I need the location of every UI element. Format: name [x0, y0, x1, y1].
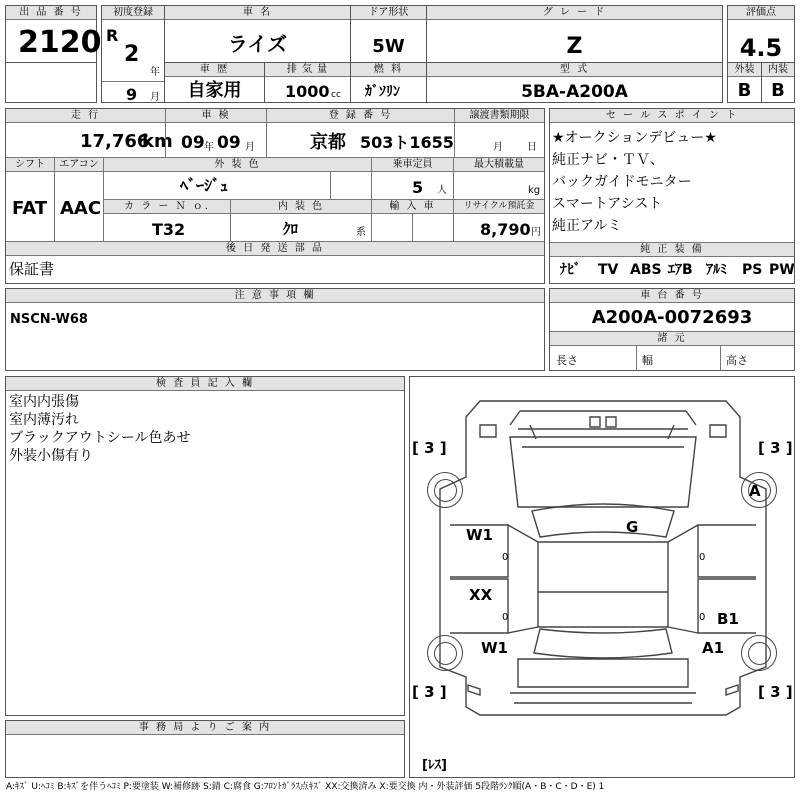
fuel: ｶﾞｿﾘﾝ [365, 84, 400, 100]
sales-point-5: 純正アルミ [552, 218, 622, 234]
overall-score: 4.5 [739, 34, 783, 62]
mark-a: A [749, 482, 761, 500]
damage-diagram [409, 376, 795, 778]
int-color-unit: 系 [356, 227, 366, 238]
tire-front-left: [ 3 ] [412, 439, 447, 457]
shift: FAT [12, 198, 48, 219]
mark-w1-lower: W1 [481, 639, 508, 657]
capacity-header: 乗車定員 [372, 158, 453, 172]
tire-front-right: [ 3 ] [758, 439, 793, 457]
inspection-year: 09 [181, 133, 205, 153]
lot-number-header: 出 品 番 号 [6, 6, 96, 20]
capacity-unit: 人 [437, 185, 447, 196]
equip-pw: PW [769, 262, 795, 278]
recycle-header: リサイクル預託金 [454, 200, 544, 214]
inspection-month: 09 [217, 133, 241, 153]
model-code-box [426, 62, 723, 103]
score-box [727, 5, 795, 63]
max-load-unit: kg [528, 185, 541, 196]
recycle-unit: 円 [531, 227, 541, 238]
equip-alloy: ｱﾙﾐ [706, 262, 727, 278]
lot-blank-box [5, 62, 97, 103]
zero-mark-4: 0 [699, 612, 706, 623]
ext-color-header: 外 装 色 [104, 158, 371, 172]
lot-number-box [5, 5, 102, 63]
aircon-header: エアコン [55, 158, 103, 172]
chassis-box [549, 288, 795, 371]
color-no-header: カ ラ ー Ｎ ｏ. [104, 200, 230, 214]
chassis-number: A200A-0072693 [591, 307, 753, 328]
lot-number: 2120 [18, 25, 102, 60]
mileage-value: 17,766 [80, 131, 150, 152]
recycle-fee: 8,790 [480, 220, 531, 239]
inspection-year-unit: 年 [204, 142, 214, 153]
capacity: 5 [412, 178, 424, 197]
grade-box [426, 5, 723, 63]
displacement-header: 排 気 量 [265, 63, 350, 77]
reg-number-header: 登 録 番 号 [267, 109, 454, 123]
grade: Z [566, 34, 583, 59]
mark-b1: B1 [717, 610, 739, 628]
transfer-month-unit: 月 [493, 142, 503, 153]
office-header: 事 務 局 よ り ご 案 内 [6, 721, 404, 735]
mileage-header: 走 行 [6, 109, 165, 123]
color-no: T32 [152, 220, 186, 239]
fuel-header: 燃 料 [351, 63, 426, 77]
office-box [5, 720, 405, 778]
exterior-header: 外装 [728, 63, 761, 77]
displacement-unit: cc [331, 90, 341, 100]
import-header: 輸 入 車 [372, 200, 453, 214]
inspector-header: 検 査 員 記 入 欄 [6, 377, 404, 391]
mark-a1: A1 [702, 639, 725, 657]
score-header: 評価点 [728, 6, 794, 20]
reg-number: 503ト1655 [360, 133, 454, 152]
notes: NSCN-W68 [10, 312, 88, 327]
mileage-unit: km [142, 131, 173, 152]
sales-point-2: 純正ナビ・ＴＶ、 [552, 152, 664, 168]
aircon: AAC [60, 198, 102, 219]
int-color-header: 内 装 色 [231, 200, 371, 214]
tire-rear-left: [ 3 ] [412, 683, 447, 701]
chassis-header: 車 台 番 号 [550, 289, 794, 303]
interior-score: B [771, 80, 785, 101]
zero-mark-2: 0 [502, 612, 509, 623]
reg-area: 京都 [310, 132, 346, 153]
mark-g: G [626, 518, 639, 536]
inspection-month-unit: 月 [245, 142, 255, 153]
wheel-rear-right [741, 635, 777, 671]
zero-mark-1: 0 [502, 552, 509, 563]
inspector-note-4: 外装小傷有り [9, 448, 93, 464]
inspector-box [5, 376, 405, 716]
grade-header: グ レ ー ド [427, 6, 722, 20]
first-registration-header: 初度登録 [102, 6, 164, 20]
dimensions-header: 諸 元 [550, 331, 794, 346]
spare-tire: [ﾚｽ] [422, 758, 447, 773]
first-reg-month: 9 [126, 85, 138, 104]
first-reg-month-unit: 月 [150, 92, 160, 103]
era-label: R [106, 26, 119, 45]
dimension-height: 高さ [726, 354, 748, 367]
notes-box [5, 288, 545, 371]
exterior-score: B [737, 80, 752, 101]
first-reg-year-unit: 年 [150, 67, 160, 78]
inspector-note-1: 室内内張傷 [9, 394, 79, 410]
later-parts-header: 後 日 発 送 部 品 [6, 242, 544, 256]
equip-tv: TV [598, 262, 619, 278]
genuine-equip-header: 純 正 装 備 [550, 242, 794, 257]
door-box [350, 5, 427, 63]
inspector-note-3: ブラックアウトシール色あせ [9, 430, 191, 446]
int-color: ｸﾛ [283, 220, 299, 238]
interior-score-box [761, 62, 795, 103]
equip-abs: ABS [630, 262, 662, 278]
sales-point-3: バックガイドモニター [552, 174, 692, 190]
tire-rear-right: [ 3 ] [758, 683, 793, 701]
max-load-header: 最大積載量 [454, 158, 544, 172]
door-type: 5W [372, 36, 405, 57]
car-name-box [164, 5, 351, 63]
equip-navi: ﾅﾋﾞ [560, 262, 581, 278]
fuel-box [350, 62, 427, 103]
door-header: ドア形状 [351, 6, 426, 20]
mark-xx: XX [469, 586, 493, 604]
ext-color: ﾍﾞｰｼﾞｭ [180, 176, 229, 195]
dimension-width: 幅 [642, 354, 653, 367]
sales-points-header: セ ー ル ス ポ イ ン ト [550, 109, 794, 123]
model-code: 5BA-A200A [521, 82, 628, 102]
history-box [164, 62, 265, 103]
history-header: 車 歴 [165, 63, 264, 77]
car-name: ライズ [227, 32, 288, 56]
transfer-day-unit: 日 [527, 142, 537, 153]
transfer-doc-header: 譲渡書類期限 [455, 109, 544, 123]
legend: A:ｷｽﾞ U:ﾍｺﾐ B:ｷｽﾞを伴うﾍｺﾐ P:要塗装 W:補修跡 S:錆 C:腐食 G:ﾌﾛﾝﾄｶﾞﾗｽ点ｷｽﾞ XX:交換済み X:要交換 内・外装評価 5段階ﾗﾝｸ順(A・B・C・D・E) 1 [6, 782, 605, 792]
shift-header: シフト [6, 158, 54, 172]
zero-mark-3: 0 [699, 552, 706, 563]
car-outline [410, 377, 794, 777]
sales-point-4: スマートアシスト [552, 196, 663, 212]
mark-w1-upper: W1 [466, 526, 493, 544]
displacement-box [264, 62, 351, 103]
interior-header: 内装 [762, 63, 794, 77]
car-name-header: 車 名 [165, 6, 350, 20]
inspector-note-2: 室内薄汚れ [9, 412, 79, 428]
equip-ps: PS [742, 262, 763, 278]
inspection-header: 車 検 [166, 109, 266, 123]
wheel-front-left [427, 472, 463, 508]
equip-airbag: ｴｱB [668, 262, 693, 278]
dimension-length: 長さ [556, 354, 578, 367]
wheel-rear-left [427, 635, 463, 671]
later-parts: 保証書 [9, 260, 55, 278]
displacement-value: 1000 [285, 82, 330, 101]
exterior-score-box [727, 62, 762, 103]
history: 自家用 [187, 80, 242, 101]
first-reg-year: 2 [124, 42, 140, 67]
notes-header: 注 意 事 項 欄 [6, 289, 544, 303]
model-code-header: 型 式 [427, 63, 722, 77]
sales-point-1: ★オークションデビュー★ [552, 130, 717, 146]
first-registration-box [101, 5, 165, 103]
sales-points-box [549, 108, 795, 284]
